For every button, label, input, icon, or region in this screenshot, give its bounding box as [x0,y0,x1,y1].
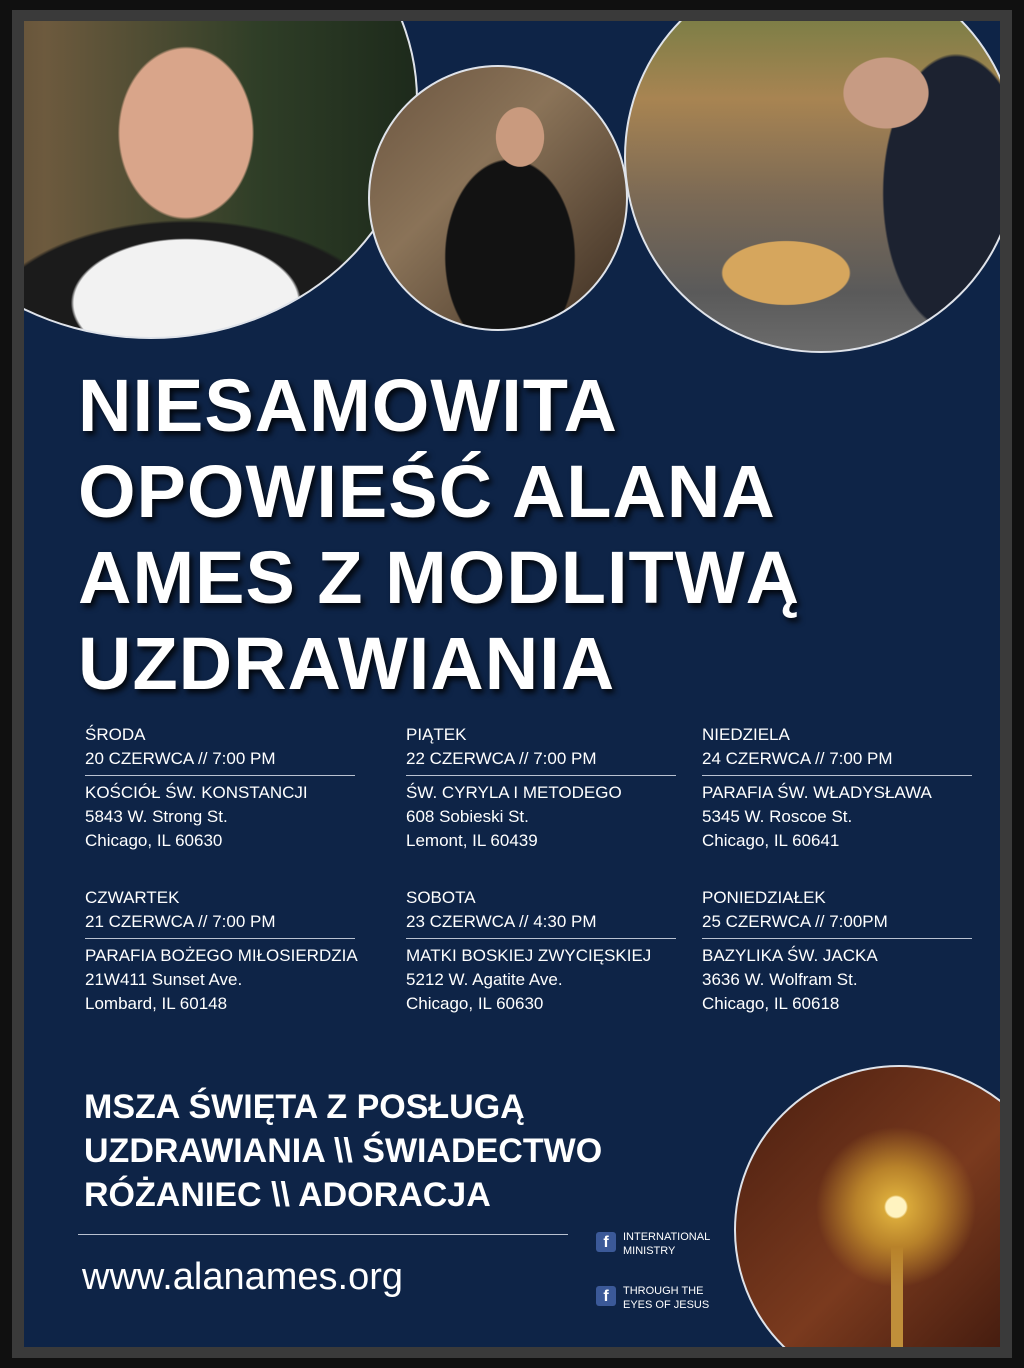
event-city: Lombard, IL 60148 [85,994,228,1013]
event-city: Chicago, IL 60630 [406,994,544,1013]
title-line: UZDRAWIANIA [78,622,616,705]
event-venue: BAZYLIKA ŚW. JACKA [702,946,878,965]
divider [702,775,972,776]
dog-petting-photo [624,21,1000,353]
event-block [406,723,716,853]
divider [406,938,676,939]
event-venue: ŚW. CYRYLA I METODEGO [406,783,622,802]
event-street: 608 Sobieski St. [406,807,529,826]
divider [406,775,676,776]
portrait-photo [24,21,418,339]
event-day: CZWARTEK [85,888,180,907]
social-label: EYES OF JESUS [623,1299,710,1311]
facebook-icon: f [596,1286,616,1306]
event-city: Chicago, IL 60618 [702,994,840,1013]
title-line: NIESAMOWITA [78,364,618,447]
event-venue: PARAFIA BOŻEGO MIŁOSIERDZIA [85,946,358,965]
event-block [406,886,716,1016]
event-block [702,723,1000,853]
facebook-link-through-the-eyes-of-jesus[interactable] [596,1284,746,1314]
facebook-link-international-ministry[interactable] [596,1230,746,1260]
event-street: 5212 W. Agatite Ave. [406,970,563,989]
event-day: SOBOTA [406,888,476,907]
social-label: INTERNATIONAL [623,1231,711,1243]
event-street: 3636 W. Wolfram St. [702,970,858,989]
event-block [85,723,395,853]
event-city: Chicago, IL 60630 [85,831,223,850]
social-label: THROUGH THE [623,1285,704,1297]
event-date-time: 22 CZERWCA // 7:00 PM [406,749,597,768]
services-line: MSZA ŚWIĘTA Z POSŁUGĄ [84,1088,525,1126]
event-date-time: 20 CZERWCA // 7:00 PM [85,749,276,768]
event-street: 21W411 Sunset Ave. [85,970,243,989]
event-street: 5345 W. Roscoe St. [702,807,853,826]
poster-title [78,363,978,707]
poster [24,21,1000,1347]
divider [85,938,355,939]
facebook-icon: f [596,1232,616,1252]
event-venue: MATKI BOSKIEJ ZWYCIĘSKIEJ [406,946,652,965]
divider [702,938,972,939]
event-city: Lemont, IL 60439 [406,831,538,850]
event-day: PONIEDZIAŁEK [702,888,826,907]
event-date-time: 24 CZERWCA // 7:00 PM [702,749,893,768]
title-line: OPOWIEŚĆ ALANA [78,450,776,533]
website-link[interactable]: www.alanames.org [82,1256,404,1298]
event-day: NIEDZIELA [702,725,790,744]
event-block [702,886,1000,1016]
event-venue: PARAFIA ŚW. WŁADYSŁAWA [702,783,932,802]
event-day: ŚRODA [85,725,146,744]
event-date-time: 25 CZERWCA // 7:00PM [702,912,888,931]
services-line: UZDRAWIANIA \\ ŚWIADECTWO [84,1132,603,1170]
services-line: RÓŻANIEC \\ ADORACJA [84,1176,491,1214]
event-day: PIĄTEK [406,725,467,744]
event-city: Chicago, IL 60641 [702,831,840,850]
event-date-time: 23 CZERWCA // 4:30 PM [406,912,597,931]
event-date-time: 21 CZERWCA // 7:00 PM [85,912,276,931]
social-label: MINISTRY [623,1245,676,1257]
event-venue: KOŚCIÓŁ ŚW. KONSTANCJI [85,783,308,802]
book-signing-photo [368,65,628,331]
event-block [85,886,395,1016]
divider [85,775,355,776]
divider [78,1234,568,1235]
event-street: 5843 W. Strong St. [85,807,228,826]
title-line: AMES Z MODLITWĄ [78,536,801,619]
services-list [84,1085,784,1217]
